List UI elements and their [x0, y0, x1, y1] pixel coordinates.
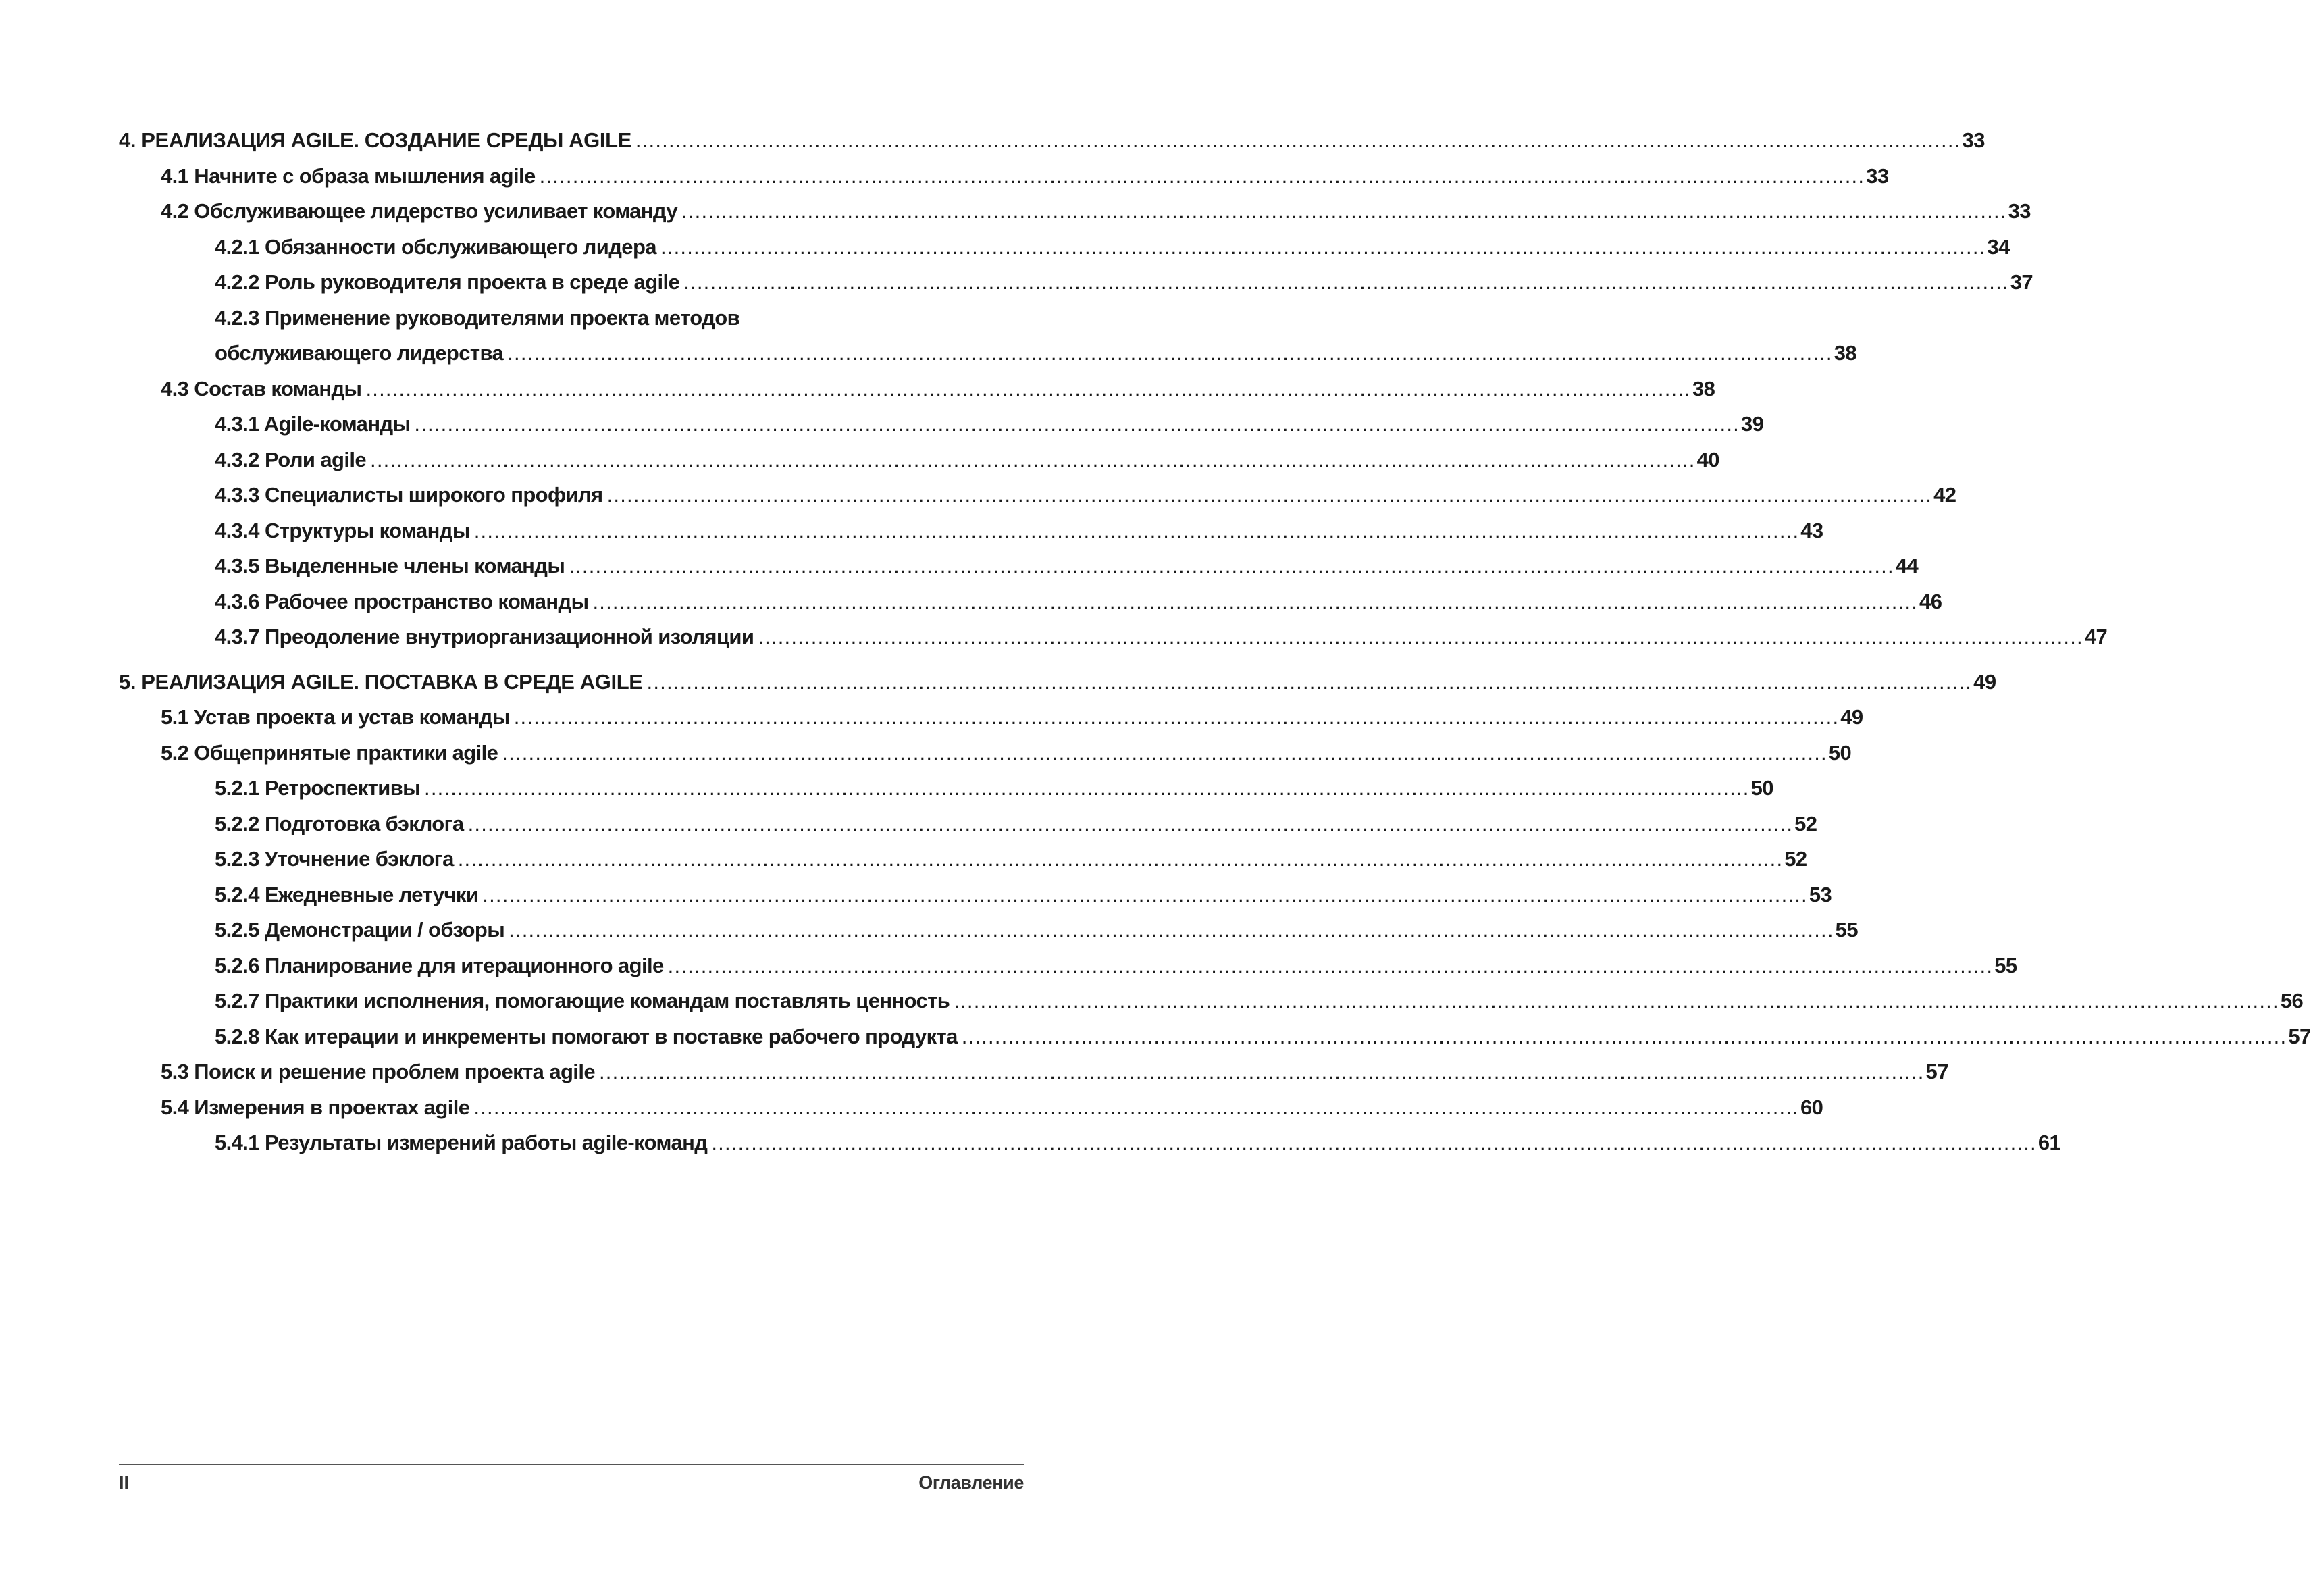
toc-entry-page: 56 — [2280, 989, 2304, 1012]
toc-entry-label: 4.3.2 Роли agile — [215, 447, 367, 471]
toc-entry-label: 5.2 Общепринятые практики agile — [161, 740, 498, 765]
toc-entry-4-3[interactable] — [119, 371, 1715, 407]
toc-entry-5-2-5[interactable] — [119, 912, 1858, 948]
toc-entry-4-2-3[interactable] — [119, 301, 1857, 371]
toc-entry-label: 5. РЕАЛИЗАЦИЯ AGILE. ПОСТАВКА В СРЕДЕ AGILE — [119, 669, 643, 694]
toc-entry-page: 53 — [1809, 882, 1832, 906]
toc-entry-4-3-1[interactable] — [119, 407, 1764, 442]
toc-entry-5-2-7[interactable] — [119, 983, 2304, 1019]
toc-leader-dots: ........................................................................................................................................................................................................ — [711, 1131, 2037, 1154]
toc-entry-label: 4.1 Начните с образа мышления agile — [161, 163, 536, 188]
toc-entry-label: 5.2.4 Ежедневные летучки — [215, 882, 479, 906]
toc-entry-label: 5.2.6 Планирование для итерационного agile — [215, 953, 664, 977]
toc-entry-5-4-1[interactable] — [119, 1125, 2061, 1161]
toc-entry-page: 49 — [1973, 669, 1996, 694]
toc-entry-page: 52 — [1794, 811, 1817, 835]
toc-entry-label: 5.2.8 Как итерации и инкременты помогают в поставке рабочего продукта — [215, 1024, 958, 1048]
toc-leader-dots: ........................................................................................................................................................................................................ — [513, 705, 1840, 729]
toc-entry-4-3-7[interactable] — [119, 619, 2108, 655]
toc-leader-dots: ........................................................................................................................................................................................................ — [473, 518, 1800, 542]
toc-entry-4-3-4[interactable] — [119, 513, 1823, 549]
toc-leader-dots: ........................................................................................................................................................................................................ — [365, 376, 1691, 401]
toc-leader-dots: ........................................................................................................................................................................................................ — [667, 953, 1994, 977]
toc-entry-chapter-4[interactable] — [119, 123, 1985, 159]
toc-entry-page: 40 — [1696, 447, 1719, 471]
toc-entry-label: 4.3.7 Преодоление внутриорганизационной изоляции — [215, 625, 754, 648]
toc-leader-dots: ........................................................................................................................................................................................................ — [681, 199, 2007, 223]
toc-entry-page: 57 — [2288, 1024, 2311, 1048]
toc-entry-4-3-2[interactable] — [119, 442, 1719, 478]
toc-entry-page: 33 — [1866, 163, 1889, 188]
toc-leader-dots: ........................................................................................................................................................................................................ — [502, 740, 1827, 765]
toc-entry-label: 5.1 Устав проекта и устав команды — [161, 705, 510, 729]
toc-entry-label: 4. РЕАЛИЗАЦИЯ AGILE. СОЗДАНИЕ СРЕДЫ AGILE — [119, 128, 631, 152]
toc-entry-5-2-3[interactable] — [119, 842, 1807, 877]
toc-leader-dots: ........................................................................................................................................................................................................ — [457, 847, 1784, 871]
toc-entry-page: 39 — [1740, 412, 1764, 436]
toc-entry-page: 42 — [1933, 483, 1956, 507]
toc-entry-page: 49 — [1840, 705, 1863, 729]
toc-entry-line2-row — [215, 336, 1857, 371]
toc-entry-page: 38 — [1692, 376, 1715, 401]
toc-entry-4-2-2[interactable] — [119, 265, 2033, 301]
toc-entry-label: 4.3.1 Agile-команды — [215, 412, 411, 436]
toc-entry-5-2-2[interactable] — [119, 806, 1817, 842]
table-of-contents — [119, 123, 2311, 1161]
toc-entry-4-2[interactable] — [119, 194, 2031, 230]
footer-section-title: Оглавление — [918, 1472, 1024, 1493]
toc-entry-label: 5.4.1 Результаты измерений работы agile-команд — [215, 1131, 708, 1154]
toc-entry-label: 4.3.5 Выделенные члены команды — [215, 554, 565, 577]
toc-entry-page: 52 — [1784, 847, 1807, 871]
toc-entry-label: 4.3.3 Специалисты широкого профиля — [215, 483, 603, 507]
toc-entry-5-3[interactable] — [119, 1054, 1948, 1090]
toc-entry-label: 4.2 Обслуживающее лидерство усиливает команду — [161, 199, 678, 223]
toc-entry-textblock — [215, 301, 1857, 371]
toc-leader-dots: ........................................................................................................................................................................................................ — [414, 412, 1740, 436]
toc-entry-label: 4.2.1 Обязанности обслуживающего лидера — [215, 234, 656, 259]
toc-entry-label: 4.3 Состав команды — [161, 376, 362, 401]
toc-leader-dots: ........................................................................................................................................................................................................ — [758, 625, 2083, 648]
toc-entry-4-3-5[interactable] — [119, 548, 1919, 584]
toc-leader-dots: ........................................................................................................................................................................................................ — [569, 554, 1894, 577]
toc-leader-dots: ........................................................................................................................................................................................................ — [467, 811, 1794, 835]
toc-entry-page: 47 — [2084, 625, 2108, 648]
toc-leader-dots: ........................................................................................................................................................................................................ — [660, 234, 1986, 259]
toc-entry-4-2-1[interactable] — [119, 230, 2010, 265]
toc-entry-page: 33 — [2008, 199, 2031, 223]
toc-entry-page: 61 — [2037, 1131, 2061, 1154]
toc-entry-5-2-4[interactable] — [119, 877, 1832, 913]
toc-entry-page: 34 — [1987, 234, 2010, 259]
toc-leader-dots: ........................................................................................................................................................................................................ — [509, 918, 1834, 942]
toc-entry-5-4[interactable] — [119, 1090, 1823, 1126]
toc-leader-dots: ........................................................................................................................................................................................................ — [961, 1024, 2287, 1048]
toc-leader-dots: ........................................................................................................................................................................................................ — [954, 989, 2279, 1012]
toc-entry-page: 57 — [1925, 1060, 1948, 1083]
toc-entry-page: 55 — [1994, 953, 2017, 977]
toc-entry-label: 5.2.7 Практики исполнения, помогающие командам поставлять ценность — [215, 989, 950, 1012]
toc-entry-5-2[interactable] — [119, 736, 1852, 771]
toc-entry-label: 5.3 Поиск и решение проблем проекта agile — [161, 1060, 595, 1083]
toc-entry-5-2-6[interactable] — [119, 948, 2017, 984]
toc-entry-page: 55 — [1835, 918, 1858, 942]
toc-leader-dots: ........................................................................................................................................................................................................ — [370, 447, 1696, 471]
toc-entry-chapter-5[interactable] — [119, 665, 1996, 700]
toc-entry-label: 5.4 Измерения в проектах agile — [161, 1095, 470, 1119]
toc-entry-4-3-6[interactable] — [119, 584, 1942, 620]
toc-entry-page: 44 — [1895, 554, 1919, 577]
toc-leader-dots: ........................................................................................................................................................................................................ — [683, 270, 2009, 294]
toc-entry-page: 43 — [1800, 518, 1823, 542]
toc-entry-page: 50 — [1828, 740, 1852, 765]
toc-entry-page: 50 — [1750, 776, 1773, 800]
toc-leader-dots: ........................................................................................................................................................................................................ — [482, 882, 1808, 906]
toc-entry-page: 37 — [2010, 270, 2033, 294]
toc-entry-label: 4.3.6 Рабочее пространство команды — [215, 589, 589, 613]
toc-entry-label: 5.2.3 Уточнение бэклога — [215, 847, 454, 871]
toc-leader-dots: ........................................................................................................................................................................................................ — [473, 1095, 1799, 1119]
toc-entry-5-2-8[interactable] — [119, 1019, 2311, 1055]
toc-leader-dots: ........................................................................................................................................................................................................ — [507, 341, 1833, 365]
toc-entry-label: 5.2.5 Демонстрации / обзоры — [215, 918, 505, 942]
toc-entry-label: 5.2.2 Подготовка бэклога — [215, 811, 464, 835]
toc-entry-label: 5.2.1 Ретроспективы — [215, 776, 421, 800]
toc-entry-label-line2: обслуживающего лидерства — [215, 341, 504, 365]
toc-entry-label: 4.2.2 Роль руководителя проекта в среде agile — [215, 270, 680, 294]
toc-entry-5-2-1[interactable] — [119, 771, 1773, 806]
toc-entry-4-3-3[interactable] — [119, 478, 1956, 513]
toc-entry-page: 46 — [1919, 589, 1942, 613]
toc-entry-label-line1: 4.2.3 Применение руководителями проекта методов — [215, 305, 740, 330]
toc-entry-page: 60 — [1800, 1095, 1823, 1119]
footer-divider — [119, 1464, 1024, 1465]
toc-leader-dots: ........................................................................................................................................................................................................ — [592, 589, 1919, 613]
toc-entry-page: 33 — [1962, 128, 1985, 152]
toc-leader-dots: ........................................................................................................................................................................................................ — [606, 483, 1933, 507]
toc-leader-dots: ........................................................................................................................................................................................................ — [646, 669, 1973, 694]
toc-entry-label: 4.3.4 Структуры команды — [215, 518, 470, 542]
footer-page-number: II — [119, 1472, 130, 1493]
toc-leader-dots: ........................................................................................................................................................................................................ — [598, 1060, 1925, 1083]
toc-entry-4-1[interactable] — [119, 159, 1889, 195]
toc-entry-5-1[interactable] — [119, 700, 1863, 736]
toc-leader-dots: ........................................................................................................................................................................................................ — [539, 163, 1865, 188]
toc-leader-dots: ........................................................................................................................................................................................................ — [424, 776, 1750, 800]
toc-entry-page: 38 — [1834, 341, 1857, 365]
toc-leader-dots: ........................................................................................................................................................................................................ — [635, 128, 1961, 152]
